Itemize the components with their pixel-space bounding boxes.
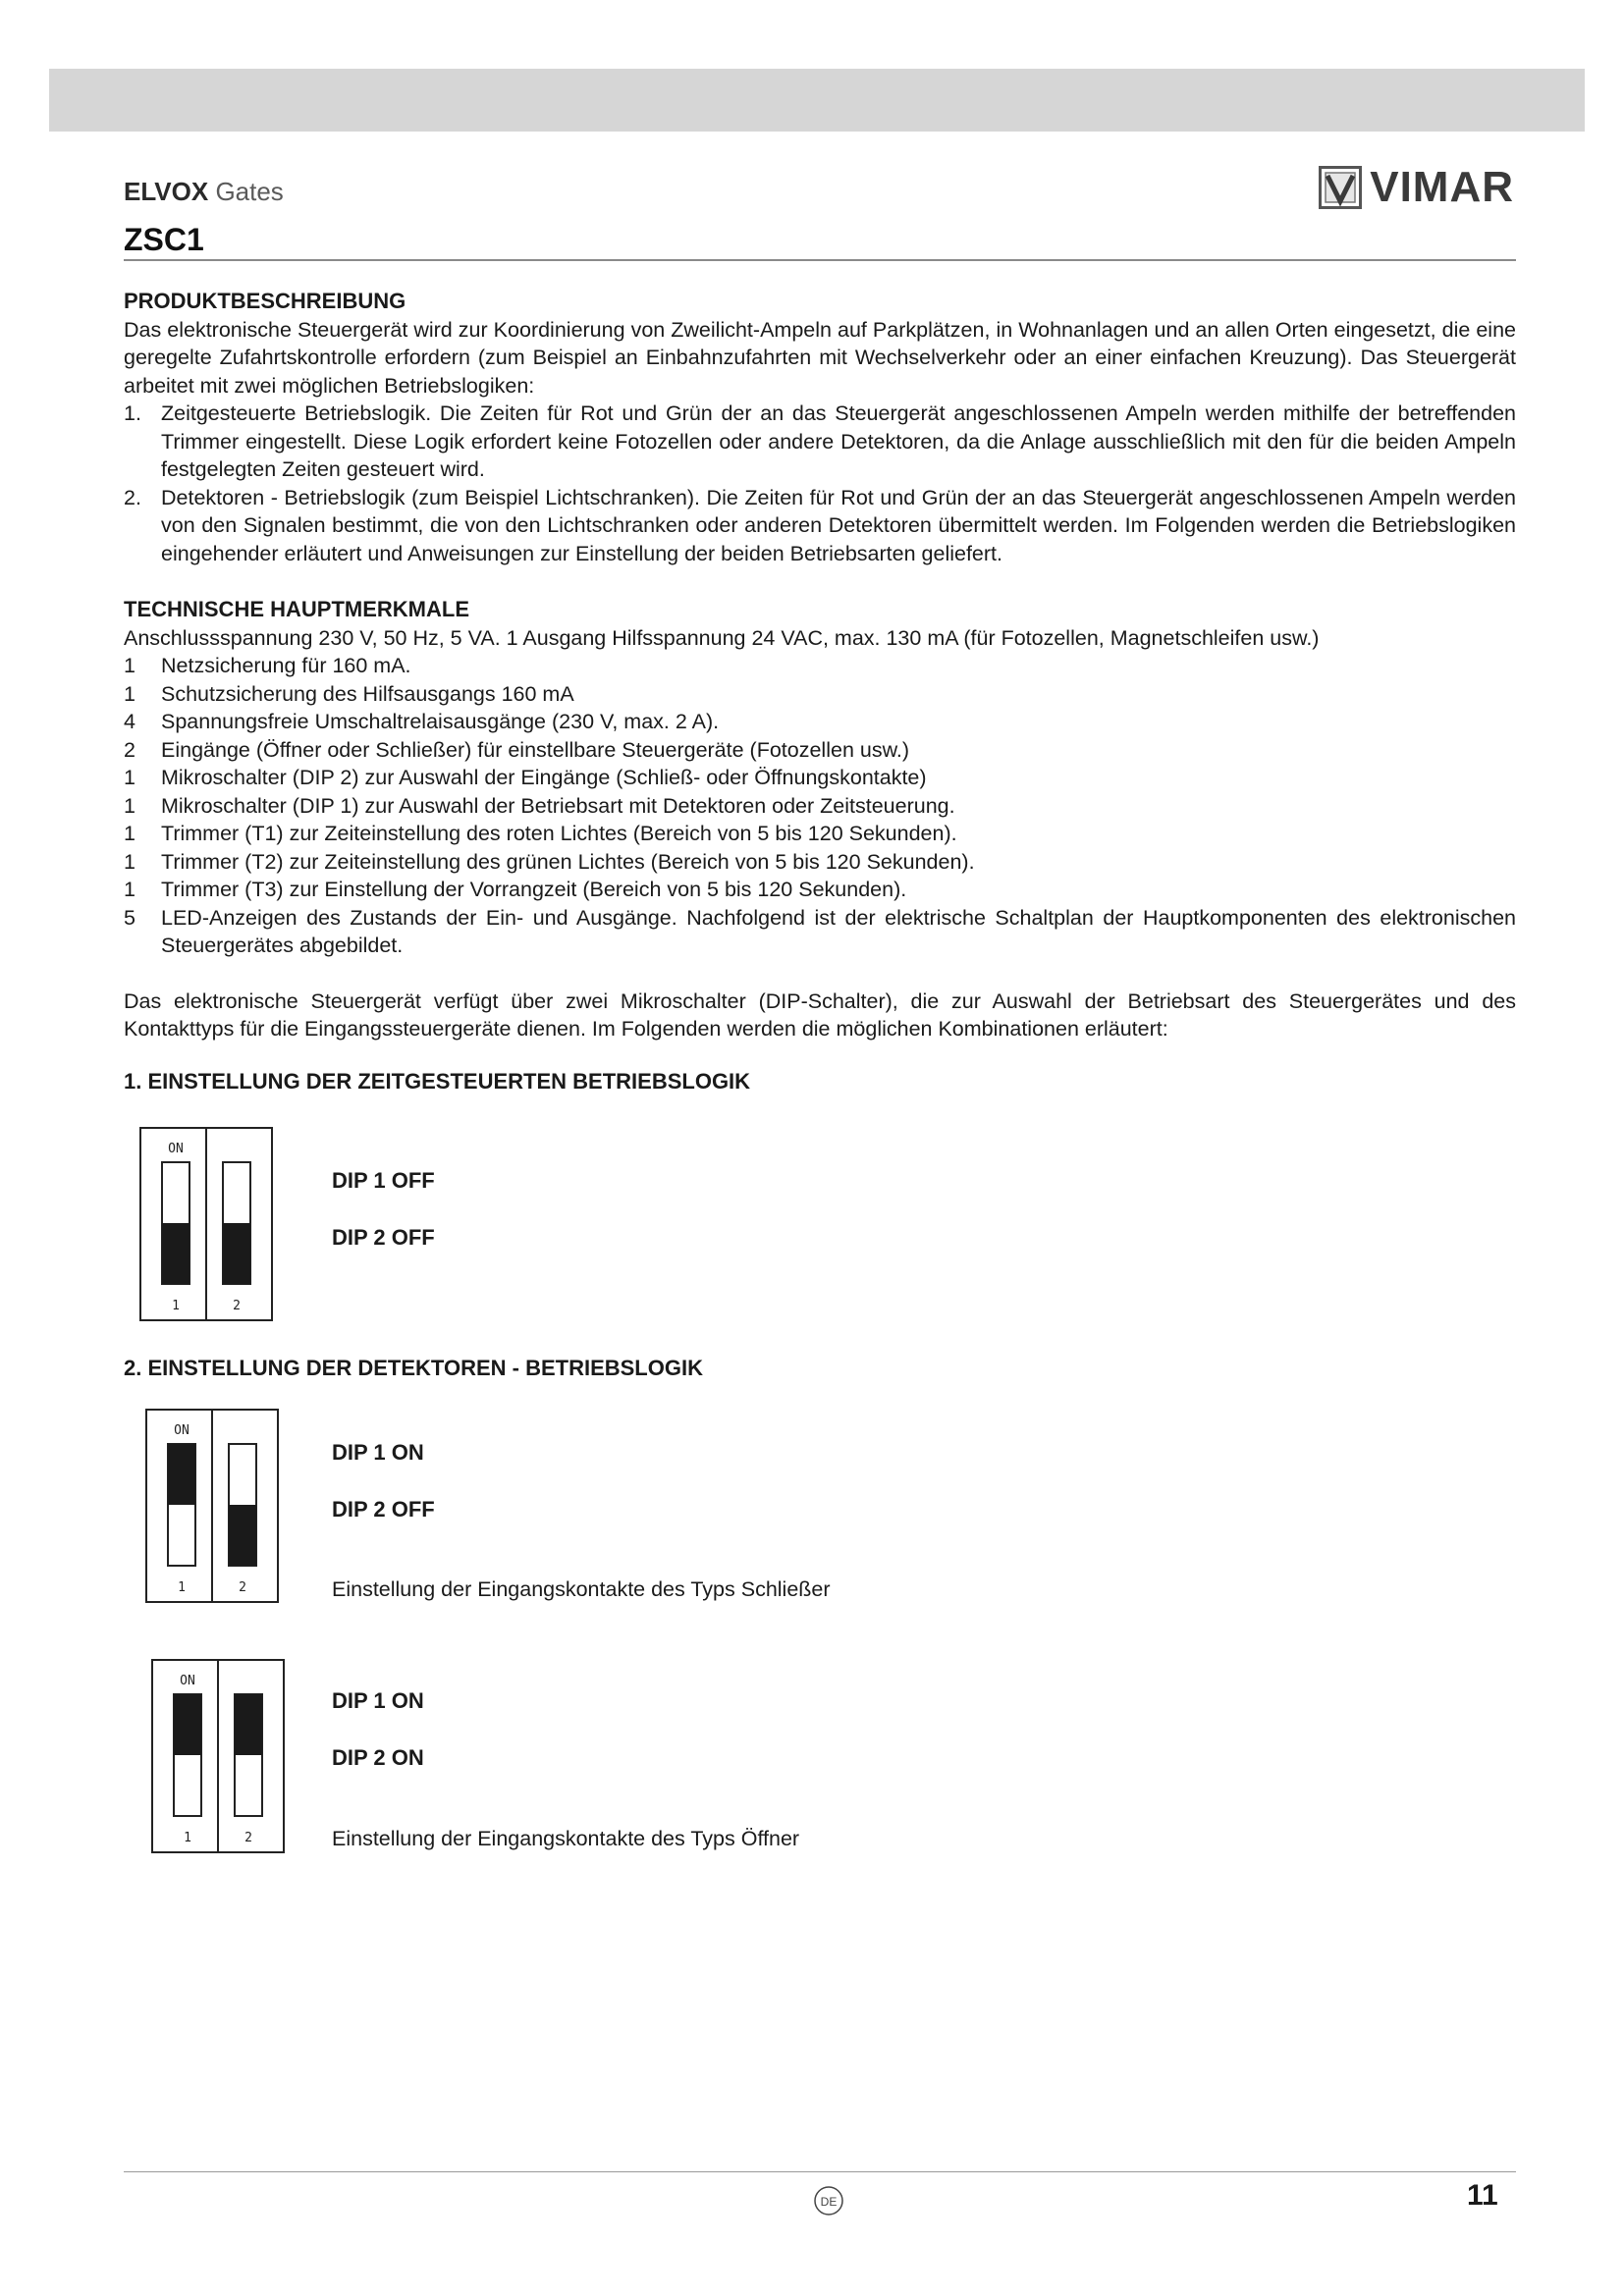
- on-label: ON: [168, 1142, 184, 1156]
- language-badge: [813, 2185, 844, 2216]
- item-number: 1.: [124, 401, 141, 425]
- section1-heading: 1. EINSTELLUNG DER ZEITGESTEUERTEN BETRIEBSLOGIK: [124, 1069, 751, 1094]
- list-item: [124, 792, 1516, 821]
- dip2-state-label: [332, 1225, 435, 1251]
- dip2-knob: [229, 1505, 256, 1566]
- item-text: LED-Anzeigen des Zustands der Ein- und Ausgänge. Nachfolgend ist der elektrische Schaltplan der Hauptkomponenten des elektronischen Steuergerätes abgebildet.: [161, 905, 1516, 957]
- item-text: Schutzsicherung des Hilfsausgangs 160 mA: [161, 681, 574, 706]
- dip2-number: 2: [239, 1580, 246, 1595]
- dip1-label: DIP 1 OFF: [332, 1168, 435, 1193]
- dip2-state-label: [332, 1497, 435, 1522]
- product-list: [124, 400, 1516, 567]
- dip-switch-diagram: [145, 1409, 279, 1605]
- footer-divider: [124, 2171, 1516, 2172]
- language-code: DE: [820, 2195, 838, 2209]
- contact-type-note: Einstellung der Eingangskontakte des Typs Öffner: [332, 1827, 800, 1850]
- item-text: Trimmer (T1) zur Zeiteinstellung des roten Lichtes (Bereich von 5 bis 120 Sekunden).: [161, 822, 957, 845]
- header-divider: [124, 259, 1516, 261]
- item-count: 5: [124, 905, 135, 930]
- item-number: 2.: [124, 485, 141, 509]
- item-text: Mikroschalter (DIP 1) zur Auswahl der Betriebsart mit Detektoren oder Zeitsteuerung.: [161, 793, 955, 818]
- list-item: [124, 876, 1516, 904]
- brand-light: Gates: [215, 177, 284, 206]
- dip2-label: DIP 2 OFF: [332, 1497, 435, 1522]
- dip2-label: DIP 2 ON: [332, 1745, 424, 1770]
- supply-text: Anschlussspannung 230 V, 50 Hz, 5 VA. 1 Ausgang Hilfsspannung 24 VAC, max. 130 mA (für Fotozellen, Magnetschleifen usw.): [124, 625, 1320, 650]
- section2-heading: 2. EINSTELLUNG DER DETEKTOREN - BETRIEBSLOGIK: [124, 1356, 703, 1380]
- dip2-number: 2: [233, 1299, 241, 1313]
- logo-text: VIMAR: [1370, 163, 1514, 211]
- dip1-state-label: [332, 1688, 424, 1714]
- list-item: [124, 680, 1516, 709]
- dip1-number: 1: [172, 1299, 180, 1313]
- section1-heading-wrap: [124, 1068, 1516, 1096]
- dip1-number: 1: [184, 1831, 191, 1845]
- section2-heading-wrap: [124, 1355, 1516, 1383]
- item-text: Detektoren - Betriebslogik (zum Beispiel Lichtschranken). Die Zeiten für Rot und Grün der an das Steuergerät angeschlossenen Ampeln werden von den Signalen bestimmt, die von den Lichtschranken oder anderen Detektoren übermittelt werden. Im Folgenden werden die Betriebslogiken eingehender erläutert und Anweisungen zur Einstellung der beiden Betriebsarten geliefert.: [161, 485, 1516, 565]
- product-intro: Das elektronische Steuergerät wird zur Koordinierung von Zweilicht-Ampeln auf Parkplätzen, in Wohnanlagen und an allen Orten eingesetzt, die eine geregelte Zufahrtskontrolle erfordern (zum Beispiel an Einbahnzufahrten mit Wechselverkehr oder an einer einfachen Kreuzung). Das Steuergerät arbeitet mit zwei möglichen Betriebslogiken:: [124, 317, 1516, 398]
- technical-list: [124, 652, 1516, 960]
- dip2-number: 2: [244, 1831, 252, 1845]
- list-item: [124, 736, 1516, 765]
- list-item: [124, 848, 1516, 877]
- item-count: 1: [124, 822, 135, 845]
- dip1-knob: [168, 1444, 195, 1505]
- dip1-knob: [174, 1694, 201, 1755]
- item-text: Eingänge (Öffner oder Schließer) für einstellbare Steuergeräte (Fotozellen usw.): [161, 737, 910, 762]
- list-item: [124, 904, 1516, 960]
- vimar-logo: [1319, 163, 1514, 212]
- header-band: [49, 69, 1585, 132]
- item-text: Netzsicherung für 160 mA.: [161, 654, 411, 677]
- on-label: ON: [180, 1674, 195, 1688]
- dip1-state-label: [332, 1168, 435, 1194]
- contact-type-note: Einstellung der Eingangskontakte des Typs Schließer: [332, 1577, 831, 1601]
- item-text: Zeitgesteuerte Betriebslogik. Die Zeiten für Rot und Grün der an das Steuergerät angeschlossenen Ampeln werden mithilfe der betreffenden Trimmer eingestellt. Diese Logik erfordert keine Fotozellen oder andere Detektoren, da die Anlage ausschließlich mit den für die beiden Ampeln festgelegten Zeiten gesteuert wird.: [161, 401, 1516, 481]
- dip1-label: DIP 1 ON: [332, 1440, 424, 1465]
- dip-intro: Das elektronische Steuergerät verfügt über zwei Mikroschalter (DIP-Schalter), die zur Auswahl der Betriebsart des Steuergerätes und des Kontakttyps für die Eingangssteuergeräte dienen. Im Folgenden werden die möglichen Kombinationen erläutert:: [124, 988, 1516, 1041]
- product-description: [124, 288, 1516, 567]
- item-text: Spannungsfreie Umschaltrelaisausgänge (230 V, max. 2 A).: [161, 710, 720, 733]
- dip1-state-label: [332, 1440, 424, 1466]
- item-count: 1: [124, 849, 135, 874]
- page-number: 11: [1467, 2179, 1498, 2212]
- list-item: [124, 708, 1516, 736]
- dip2-knob: [223, 1223, 250, 1284]
- list-item: [124, 484, 1516, 568]
- item-text: Trimmer (T2) zur Zeiteinstellung des grünen Lichtes (Bereich von 5 bis 120 Sekunden).: [161, 849, 975, 874]
- item-count: 1: [124, 681, 135, 706]
- model-title: ZSC1: [124, 222, 204, 257]
- technical-features: [124, 596, 1516, 1043]
- brand-name: [124, 177, 284, 207]
- product-heading: PRODUKTBESCHREIBUNG: [124, 289, 406, 313]
- list-item: [124, 820, 1516, 848]
- list-item: [124, 652, 1516, 680]
- dip2-state-label: [332, 1745, 424, 1771]
- dip-switch-diagram: [139, 1127, 273, 1321]
- dip2-knob: [235, 1694, 262, 1755]
- on-label: ON: [174, 1423, 189, 1438]
- list-item: [124, 764, 1516, 792]
- dip-switch-diagram: [151, 1659, 285, 1855]
- item-count: 1: [124, 766, 135, 789]
- item-count: 1: [124, 654, 135, 677]
- technical-heading: TECHNISCHE HAUPTMERKMALE: [124, 597, 469, 621]
- item-count: 2: [124, 737, 135, 762]
- dip2-label: DIP 2 OFF: [332, 1225, 435, 1250]
- item-count: 1: [124, 793, 135, 818]
- dip1-number: 1: [178, 1580, 186, 1595]
- list-item: [124, 400, 1516, 484]
- item-text: Mikroschalter (DIP 2) zur Auswahl der Eingänge (Schließ- oder Öffnungskontakte): [161, 766, 927, 789]
- item-text: Trimmer (T3) zur Einstellung der Vorrangzeit (Bereich von 5 bis 120 Sekunden).: [161, 878, 907, 901]
- item-count: 1: [124, 878, 135, 901]
- brand-bold: ELVOX: [124, 177, 209, 206]
- dip1-label: DIP 1 ON: [332, 1688, 424, 1713]
- item-count: 4: [124, 710, 135, 733]
- vimar-logo-icon: [1319, 166, 1362, 209]
- dip1-knob: [162, 1223, 189, 1284]
